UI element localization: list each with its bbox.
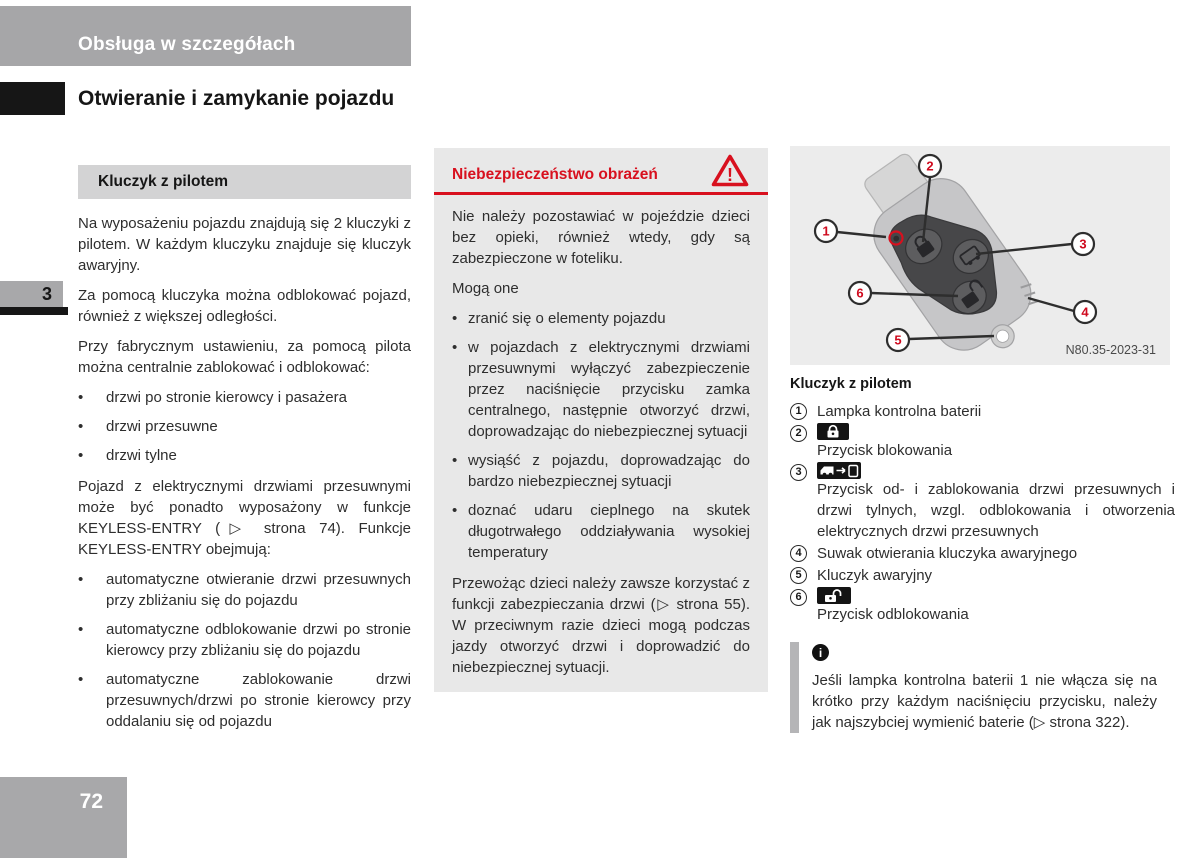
- title-marker-bar: [0, 82, 65, 115]
- bullet-icon: •: [78, 389, 84, 406]
- list-item: • doznać udaru cieplnego na skutek długotrwałego oddziaływania wysokiej temperatury: [452, 502, 750, 561]
- bullet-icon: •: [78, 671, 84, 688]
- list-item: • w pojazdach z elektrycznymi drzwiami przesuwnymi wyłączyć zabezpieczenie przez naciśnięcie przycisku zamka centralnego, następnie otworzyć drzwi, doprowadzając do niebezpiecznej sytuacji: [452, 339, 750, 440]
- paragraph: Przewożąc dzieci należy zawsze korzystać z funkcji zabezpieczania drzwi (▷ strona 55). W przeciwnym razie dzieci mogą podczas jazdy otworzyć drzwi i doprowadzić do niebezpiecznej sytuacji.: [452, 575, 750, 676]
- page-number-box: [0, 777, 127, 858]
- callout-5: 5: [894, 332, 902, 348]
- bullet-icon: •: [78, 447, 84, 464]
- warning-divider: [434, 192, 768, 195]
- bullet-icon: •: [78, 621, 84, 638]
- figure-code: N80.35-2023-31: [1065, 343, 1156, 357]
- warning-header: [452, 152, 750, 188]
- list-item: • drzwi tylne: [78, 447, 177, 464]
- bullet-icon: •: [452, 310, 458, 327]
- paragraph: Przy fabrycznym ustawieniu, za pomocą pilota można centralnie zablokować i odblokować:: [78, 338, 411, 376]
- info-note: [790, 642, 1175, 733]
- legend-item: 2 Przycisk blokowania: [790, 423, 1175, 461]
- sliding-door-van-icon: [817, 462, 861, 479]
- section-header: Kluczyk z pilotem: [78, 165, 411, 199]
- page-number: 72: [79, 790, 103, 813]
- chapter-header-bar: [0, 6, 411, 66]
- legend-number: 6: [790, 589, 807, 606]
- bullet-icon: •: [452, 452, 458, 469]
- key-fob-figure: [790, 146, 1170, 365]
- legend-item: 5 Kluczyk awaryjny: [790, 565, 1175, 586]
- callout-3: 3: [1079, 236, 1087, 252]
- key-fob-illustration: [790, 146, 1170, 365]
- paragraph: Za pomocą kluczyka można odblokować pojazd, również z większej odległości.: [78, 287, 411, 325]
- legend-item: 3 Przycisk od- i zablokowania drzwi przesuwnych i drzwi tylnych, wzgl. odblokowania i otworzenia elektrycznych drzwi przesuwnych: [790, 462, 1175, 542]
- chapter-tab-underline: [0, 307, 68, 315]
- chapter-tab: [0, 281, 63, 307]
- list-item: • wysiąść z pojazdu, doprowadzając do bardzo niebezpiecznej sytuacji: [452, 452, 750, 490]
- callout-1: 1: [822, 223, 830, 239]
- paragraph: Nie należy pozostawiać w pojeździe dzieci bez opieki, również wtedy, gdy są zabezpieczone w foteliku.: [452, 208, 750, 267]
- warning-triangle-icon: [710, 152, 750, 188]
- bullet-list: [452, 308, 750, 563]
- figure-legend: [790, 401, 1175, 625]
- paragraph: Mogą one: [452, 280, 519, 297]
- lock-icon: [817, 423, 849, 440]
- callout-4: 4: [1081, 304, 1089, 320]
- chapter-number: 3: [41, 284, 52, 304]
- list-item: • drzwi po stronie kierowcy i pasażera: [78, 389, 347, 406]
- note-side-bar: [790, 642, 799, 733]
- left-column: [78, 165, 411, 742]
- callout-6: 6: [856, 285, 864, 301]
- right-column: [790, 146, 1175, 733]
- list-item: • automatyczne zablokowanie drzwi przesuwnych/drzwi po stronie kierowcy przy oddalaniu się od pojazdu: [78, 671, 411, 730]
- legend-number: 5: [790, 567, 807, 584]
- note-text: Jeśli lampka kontrolna baterii 1 nie włącza się na krótko przy każdym naciśnięciu przycisku, należy jak najszybciej wymienić baterie (▷ strona 322).: [812, 672, 1157, 731]
- chapter-header-text: Obsługa w szczegółach: [78, 34, 296, 55]
- legend-number: 3: [790, 464, 807, 481]
- paragraph: Na wyposażeniu pojazdu znajdują się 2 kluczyki z pilotem. W każdym kluczyku znajduje się kluczyk awaryjny.: [78, 215, 411, 274]
- legend-number: 4: [790, 545, 807, 562]
- key-fob-body: [841, 146, 1053, 365]
- legend-item: 1 Lampka kontrolna baterii: [790, 401, 1175, 422]
- bullet-list: [78, 569, 411, 732]
- paragraph: Pojazd z elektrycznymi drzwiami przesuwnymi może być ponadto wyposażony w funkcje KEYLESS-ENTRY (▷ strona 74). Funkcje KEYLESS-ENTRY obejmują:: [78, 478, 411, 558]
- list-item: • automatyczne otwieranie drzwi przesuwnych przy zbliżaniu się do pojazdu: [78, 571, 411, 609]
- legend-number: 1: [790, 403, 807, 420]
- unlock-icon: [817, 587, 851, 604]
- legend-item: 4 Suwak otwierania kluczyka awaryjnego: [790, 543, 1175, 564]
- bullet-list: [78, 387, 411, 466]
- bullet-icon: •: [78, 418, 84, 435]
- callout-2: 2: [926, 158, 934, 174]
- warning-box: [434, 148, 768, 692]
- bullet-icon: •: [78, 571, 84, 588]
- figure-caption: Kluczyk z pilotem: [790, 376, 912, 392]
- legend-number: 2: [790, 425, 807, 442]
- list-item: • drzwi przesuwne: [78, 418, 218, 435]
- bullet-icon: •: [452, 339, 458, 356]
- page-title: Otwieranie i zamykanie pojazdu: [78, 87, 395, 110]
- list-item: • automatyczne odblokowanie drzwi po stronie kierowcy przy zbliżaniu się do pojazdu: [78, 621, 411, 659]
- info-icon: i: [812, 644, 829, 661]
- list-item: • zranić się o elementy pojazdu: [452, 310, 666, 327]
- bullet-icon: •: [452, 502, 458, 519]
- legend-item: 6 Przycisk odblokowania: [790, 587, 1175, 625]
- svg-text:!: !: [727, 165, 733, 185]
- warning-title: Niebezpieczeństwo obrażeń: [452, 166, 658, 183]
